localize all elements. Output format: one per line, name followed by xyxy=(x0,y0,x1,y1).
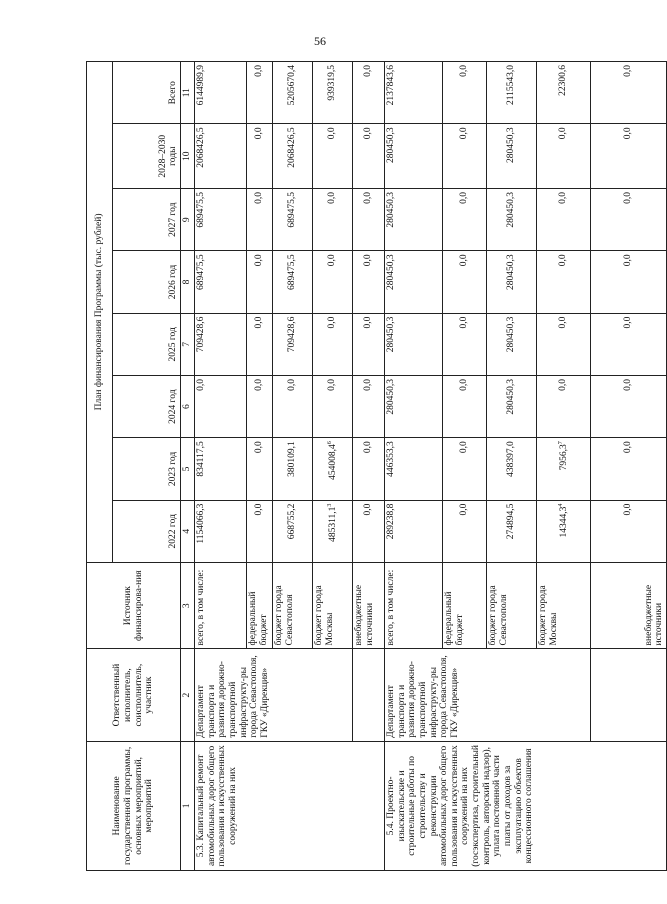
value-cell xyxy=(247,62,273,124)
value-cell xyxy=(353,313,385,375)
value-text: 0,0 xyxy=(558,127,569,140)
measure-name-cell: 5.4. Проектно-изыскательские и строительные работы по строительству и реконструкции автомобильных дорог общего пользования и искусственных сооружений на них (госэкспертиза, строительный контроль, авторский надзор), уплата постоянной части платы от доходов за эксплуатацию объектов концессионного соглашения xyxy=(385,741,667,870)
responsible-cell-empty xyxy=(591,649,667,741)
value-cell xyxy=(537,189,591,251)
value-text: 0,0 xyxy=(363,316,374,329)
value-cell xyxy=(247,124,273,189)
header-year-2023: 2023 год xyxy=(113,438,181,500)
value-cell xyxy=(443,62,487,124)
value-text: 0,0 xyxy=(558,378,569,391)
value-cell xyxy=(537,62,591,124)
value-text: 0,0 xyxy=(623,378,634,391)
value-text: 939319,5 xyxy=(327,65,338,101)
value-cell xyxy=(443,500,487,562)
header-year-2025: 2025 год xyxy=(113,313,181,375)
value-cell xyxy=(443,375,487,437)
col-number: 5 xyxy=(181,438,195,500)
value-cell xyxy=(487,189,537,251)
rotated-table-wrapper xyxy=(86,61,665,871)
value-text: 0,0 xyxy=(459,65,470,77)
value-text: 274894,5 xyxy=(506,503,517,540)
col-number: 10 xyxy=(181,124,195,189)
header-year-2027: 2027 год xyxy=(113,189,181,251)
value-cell xyxy=(385,438,443,500)
value-cell xyxy=(273,500,313,562)
footnote-mark: 3 xyxy=(326,503,333,507)
value-cell xyxy=(273,189,313,251)
value-text: 22300,6 xyxy=(558,65,569,96)
value-text: 668755,2 xyxy=(287,503,298,540)
value-cell xyxy=(591,189,667,251)
value-text: 0,0 xyxy=(254,441,265,454)
source-cell: всего, в том числе: xyxy=(385,562,443,649)
value-text: 0,0 xyxy=(254,192,265,204)
value-cell xyxy=(537,438,591,500)
value-cell xyxy=(487,313,537,375)
source-cell: федеральный бюджет xyxy=(247,562,273,649)
value-text: 0,0 xyxy=(363,65,374,77)
value-text: 0,0 xyxy=(254,65,265,77)
value-cell xyxy=(353,251,385,313)
value-text: 0,0 xyxy=(623,65,634,77)
value-text: 280450,3 xyxy=(506,254,517,290)
value-cell xyxy=(195,438,247,500)
value-cell xyxy=(443,189,487,251)
page-number: 56 xyxy=(314,34,326,48)
value-text: 0,0 xyxy=(254,378,265,391)
value-text: 0,0 xyxy=(558,254,569,267)
value-cell xyxy=(385,124,443,189)
value-cell xyxy=(247,251,273,313)
value-cell xyxy=(385,62,443,124)
responsible-cell-empty xyxy=(353,649,385,741)
value-cell xyxy=(353,124,385,189)
value-cell xyxy=(487,500,537,562)
value-cell xyxy=(247,189,273,251)
value-text: 2137843,6 xyxy=(386,65,396,106)
value-text: 2115543,0 xyxy=(506,65,517,106)
value-text: 0,0 xyxy=(459,254,470,267)
col-number: 6 xyxy=(181,375,195,437)
value-cell xyxy=(385,189,443,251)
value-text: 280450,3 xyxy=(506,192,517,228)
value-cell xyxy=(247,313,273,375)
footnote-mark: 4 xyxy=(557,503,564,507)
value-text: 2068426,5 xyxy=(287,127,298,168)
header-source-col: Источник финансирова-ния xyxy=(87,562,181,649)
col-number: 11 xyxy=(181,62,195,124)
source-cell: бюджет города Москвы xyxy=(537,562,591,649)
value-text: 0,0 xyxy=(363,378,374,391)
value-text: 0,0 xyxy=(558,316,569,329)
value-cell xyxy=(591,251,667,313)
value-cell xyxy=(443,251,487,313)
value-cell xyxy=(313,62,353,124)
value-cell xyxy=(313,375,353,437)
value-text: 0,0 xyxy=(327,192,338,204)
source-cell: внебюджетные источники xyxy=(353,562,385,649)
value-text: 280450,3 xyxy=(386,192,396,228)
header-name-col: Наименование государственной программы, основных мероприятий, мероприятий xyxy=(87,741,181,870)
value-text: 689475,5 xyxy=(196,192,206,228)
col-number: 7 xyxy=(181,313,195,375)
value-text: 0,0 xyxy=(623,316,634,329)
header-responsible-col: Ответственный исполнитель, соисполнитель, участник xyxy=(87,649,181,741)
value-text: 0,0 xyxy=(327,254,338,267)
responsible-cell: Департамент транспорта и развития дорожно-транспортной инфраструкту-ры города Севастополя, ГКУ «Дирекция» xyxy=(385,649,591,741)
value-cell xyxy=(313,313,353,375)
value-text: 280450,3 xyxy=(386,127,396,164)
col-number: 9 xyxy=(181,189,195,251)
value-text: 0,0 xyxy=(363,127,374,140)
value-cell xyxy=(273,124,313,189)
value-cell xyxy=(591,500,667,562)
value-text: 834117,5 xyxy=(196,441,206,477)
value-text: 0,0 xyxy=(363,503,374,516)
value-cell xyxy=(313,189,353,251)
col-number: 2 xyxy=(181,649,195,741)
table-row xyxy=(195,62,247,871)
value-text: 0,0 xyxy=(287,378,298,391)
value-cell xyxy=(195,313,247,375)
value-cell xyxy=(273,438,313,500)
value-cell xyxy=(353,189,385,251)
value-cell xyxy=(353,375,385,437)
source-cell: федеральный бюджет xyxy=(443,562,487,649)
value-cell xyxy=(487,124,537,189)
value-text: 289238,8 xyxy=(386,503,396,540)
value-text: 0,0 xyxy=(363,254,374,267)
value-text: 280450,3 xyxy=(386,316,396,353)
header-year-2024: 2024 год xyxy=(113,375,181,437)
value-text: 438397,0 xyxy=(506,441,517,477)
financing-table xyxy=(86,61,667,871)
col-number: 8 xyxy=(181,251,195,313)
value-text: 2068426,5 xyxy=(196,127,206,168)
value-text: 454008,4 xyxy=(327,444,338,480)
value-cell xyxy=(247,375,273,437)
value-cell xyxy=(195,124,247,189)
value-text: 0,0 xyxy=(327,127,338,140)
value-text: 446353,3 xyxy=(386,441,396,477)
value-text: 5205670,4 xyxy=(287,65,298,106)
value-cell xyxy=(353,438,385,500)
value-cell xyxy=(195,189,247,251)
header-plan-title: План финансирования Программы (тыс. рублей) xyxy=(87,62,113,563)
value-text: 6144989,9 xyxy=(196,65,206,106)
value-text: 280450,3 xyxy=(506,127,517,164)
value-text: 0,0 xyxy=(254,254,265,267)
value-text: 709428,6 xyxy=(196,316,206,353)
value-text: 0,0 xyxy=(459,378,470,391)
source-cell: всего, в том числе: xyxy=(195,562,247,649)
value-cell xyxy=(195,500,247,562)
col-number: 3 xyxy=(181,562,195,649)
value-cell xyxy=(353,62,385,124)
header-total: Всего xyxy=(113,62,181,124)
value-text: 0,0 xyxy=(459,127,470,140)
value-cell xyxy=(273,313,313,375)
value-cell xyxy=(385,313,443,375)
value-cell xyxy=(273,251,313,313)
value-cell xyxy=(313,251,353,313)
value-cell xyxy=(591,375,667,437)
value-text: 0,0 xyxy=(459,192,470,204)
value-text: 380109,1 xyxy=(287,441,298,477)
value-text: 1154066,3 xyxy=(196,503,206,544)
footnote-mark: 7 xyxy=(557,441,564,445)
value-text: 0,0 xyxy=(459,503,470,516)
value-text: 280450,3 xyxy=(386,378,396,415)
value-cell xyxy=(385,251,443,313)
value-cell xyxy=(443,124,487,189)
value-text: 0,0 xyxy=(327,316,338,329)
value-cell xyxy=(487,62,537,124)
value-cell xyxy=(313,124,353,189)
value-text: 0,0 xyxy=(254,503,265,516)
value-text: 0,0 xyxy=(623,254,634,267)
value-cell xyxy=(443,438,487,500)
value-cell xyxy=(443,313,487,375)
value-cell xyxy=(313,500,353,562)
value-text: 7956,3 xyxy=(558,444,569,471)
value-text: 0,0 xyxy=(623,127,634,140)
source-cell: бюджет города Севастополя xyxy=(487,562,537,649)
value-cell xyxy=(487,251,537,313)
value-cell xyxy=(385,375,443,437)
value-text: 0,0 xyxy=(363,192,374,204)
value-text: 280450,3 xyxy=(506,316,517,353)
col-number: 1 xyxy=(181,741,195,870)
value-cell xyxy=(591,313,667,375)
responsible-cell: Департамент транспорта и развития дорожно-транспортной инфраструкту-ры города Севастополя, ГКУ «Дирекция» xyxy=(195,649,353,741)
value-cell xyxy=(195,375,247,437)
value-cell xyxy=(537,375,591,437)
value-text: 0,0 xyxy=(623,192,634,204)
value-text: 0,0 xyxy=(254,316,265,329)
value-cell xyxy=(385,500,443,562)
header-year-2028-2030: 2028–2030 годы xyxy=(113,124,181,189)
value-text: 709428,6 xyxy=(287,316,298,353)
value-cell xyxy=(537,124,591,189)
value-cell xyxy=(537,500,591,562)
value-text: 689475,5 xyxy=(196,254,206,290)
value-text: 0,0 xyxy=(196,378,206,391)
value-cell xyxy=(353,500,385,562)
value-text: 0,0 xyxy=(558,192,569,204)
col-number: 4 xyxy=(181,500,195,562)
value-cell xyxy=(273,62,313,124)
value-cell xyxy=(591,124,667,189)
source-cell: бюджет города Москвы xyxy=(313,562,353,649)
value-cell xyxy=(487,375,537,437)
value-cell xyxy=(313,438,353,500)
footnote-mark: 6 xyxy=(326,441,333,445)
value-text: 0,0 xyxy=(327,378,338,391)
value-text: 280450,3 xyxy=(386,254,396,290)
value-cell xyxy=(195,251,247,313)
value-text: 0,0 xyxy=(254,127,265,140)
value-cell xyxy=(247,500,273,562)
value-cell xyxy=(591,438,667,500)
value-cell xyxy=(273,375,313,437)
value-text: 689475,5 xyxy=(287,192,298,228)
value-text: 0,0 xyxy=(363,441,374,454)
value-cell xyxy=(247,438,273,500)
value-cell xyxy=(195,62,247,124)
header-year-2022: 2022 год xyxy=(113,500,181,562)
value-cell xyxy=(487,438,537,500)
value-text: 0,0 xyxy=(623,441,634,454)
value-cell xyxy=(537,313,591,375)
value-text: 689475,5 xyxy=(287,254,298,290)
measure-name-cell: 5.3. Капитальный ремонт автомобильных дорог общего пользования и искусственных сооружений на них xyxy=(195,741,385,870)
source-cell: внебюджетные источники xyxy=(591,562,667,649)
value-text: 485311,1 xyxy=(327,506,338,542)
source-cell: бюджет города Севастополя xyxy=(273,562,313,649)
value-text: 280450,3 xyxy=(506,378,517,415)
value-text: 14344,3 xyxy=(558,506,569,538)
value-cell xyxy=(537,251,591,313)
value-text: 0,0 xyxy=(623,503,634,516)
value-text: 0,0 xyxy=(459,441,470,454)
header-year-2026: 2026 год xyxy=(113,251,181,313)
value-cell xyxy=(591,62,667,124)
value-text: 0,0 xyxy=(459,316,470,329)
table-row xyxy=(385,62,443,871)
